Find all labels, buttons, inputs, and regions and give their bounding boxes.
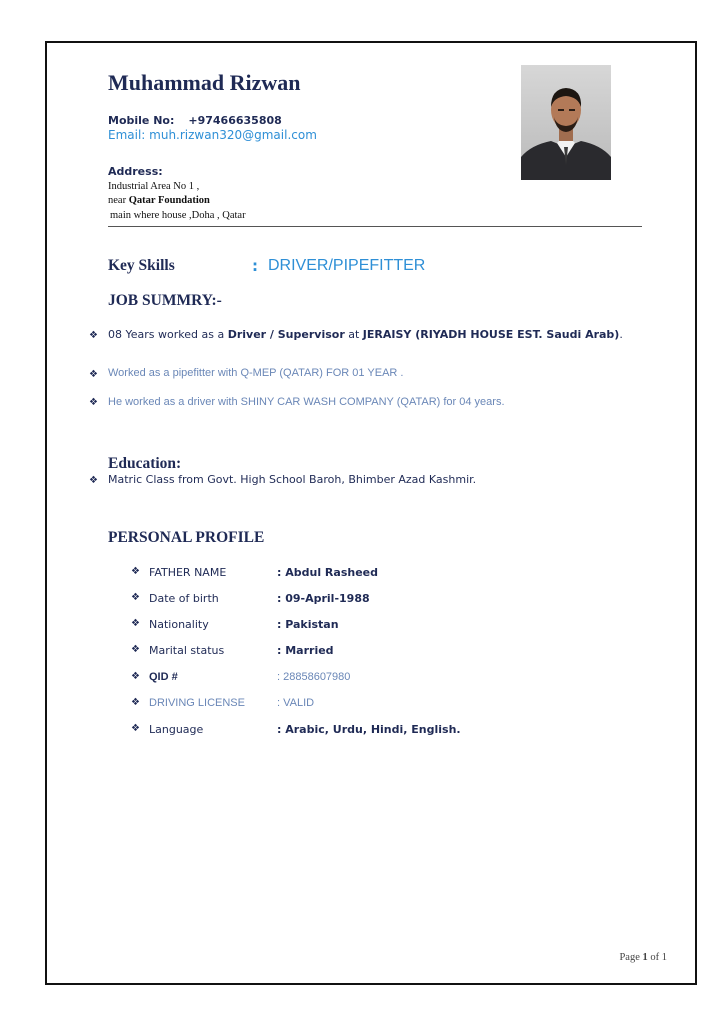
profile-label: QID # (149, 671, 178, 683)
diamond-bullet-icon: ❖ (131, 671, 140, 682)
diamond-bullet-icon: ❖ (131, 566, 140, 577)
profile-label: Marital status (149, 644, 225, 657)
mobile-value: +97466635808 (188, 114, 282, 127)
address-line-2-bold: Qatar Foundation (128, 195, 210, 206)
profile-label: DRIVING LICENSE (149, 697, 245, 709)
key-skills-label: Key Skills (108, 257, 175, 274)
job-summary-title: JOB SUMMRY:- (108, 292, 222, 309)
job-item-1-employer: JERAISY (RIYADH HOUSE EST. Saudi Arab) (362, 328, 620, 341)
job-item-1-mid: at (344, 328, 363, 341)
profile-value: : 09-April-1988 (277, 592, 370, 605)
diamond-bullet-icon: ❖ (89, 397, 98, 408)
mobile-label: Mobile No: (108, 114, 175, 127)
profile-label: Nationality (149, 618, 209, 631)
diamond-bullet-icon: ❖ (89, 475, 98, 486)
diamond-bullet-icon: ❖ (131, 697, 140, 708)
job-summary-item-3: He worked as a driver with SHINY CAR WASH COMPANY (QATAR) for 04 years. (108, 396, 505, 408)
diamond-bullet-icon: ❖ (131, 592, 140, 603)
diamond-bullet-icon: ❖ (131, 618, 140, 629)
diamond-bullet-icon: ❖ (131, 644, 140, 655)
page-number-mid: of (647, 952, 662, 963)
key-skills-value: DRIVER/PIPEFITTER (268, 257, 426, 274)
education-title: Education: (108, 455, 182, 472)
page-number-current: 1 (642, 952, 648, 963)
address-line-3: main where house ,Doha , Qatar (110, 210, 246, 221)
email-line: Email: muh.rizwan320@gmail.com (108, 128, 317, 142)
page-number (619, 952, 667, 963)
profile-value: : Married (277, 644, 334, 657)
key-skills-separator: : (252, 257, 258, 275)
profile-value: : Arabic, Urdu, Hindi, English. (277, 723, 461, 736)
profile-value: : 28858607980 (277, 671, 351, 683)
profile-label: Date of birth (149, 592, 219, 605)
job-item-1-role: Driver / Supervisor (227, 328, 345, 341)
profile-value: : VALID (277, 697, 315, 709)
address-line-2-prefix: near (108, 195, 129, 206)
page-number-prefix: Page (619, 952, 643, 963)
page-number-total: 1 (661, 952, 667, 963)
profile-photo (521, 65, 611, 180)
address-divider (108, 226, 642, 227)
profile-value: : Pakistan (277, 618, 339, 631)
profile-photo-image (521, 65, 611, 180)
education-text: Matric Class from Govt. High School Baroh, Bhimber Azad Kashmir. (108, 473, 477, 486)
candidate-name: Muhammad Rizwan (108, 70, 301, 95)
diamond-bullet-icon: ❖ (89, 369, 98, 380)
personal-profile-title: PERSONAL PROFILE (108, 529, 265, 546)
address-line-1: Industrial Area No 1 , (108, 181, 200, 192)
diamond-bullet-icon: ❖ (89, 330, 98, 341)
job-item-1-suffix: . (619, 328, 623, 341)
job-summary-item-2: Worked as a pipefitter with Q-MEP (QATAR) FOR 01 YEAR . (108, 367, 404, 379)
profile-label: Language (149, 723, 204, 736)
job-summary-item-1 (108, 328, 623, 341)
job-item-1-prefix: 08 Years worked as a (108, 328, 228, 341)
profile-label: FATHER NAME (149, 566, 227, 579)
diamond-bullet-icon: ❖ (131, 723, 140, 734)
profile-value: : Abdul Rasheed (277, 566, 378, 579)
mobile-line (108, 114, 282, 127)
address-line-2 (108, 195, 210, 206)
address-label: Address: (108, 165, 163, 178)
